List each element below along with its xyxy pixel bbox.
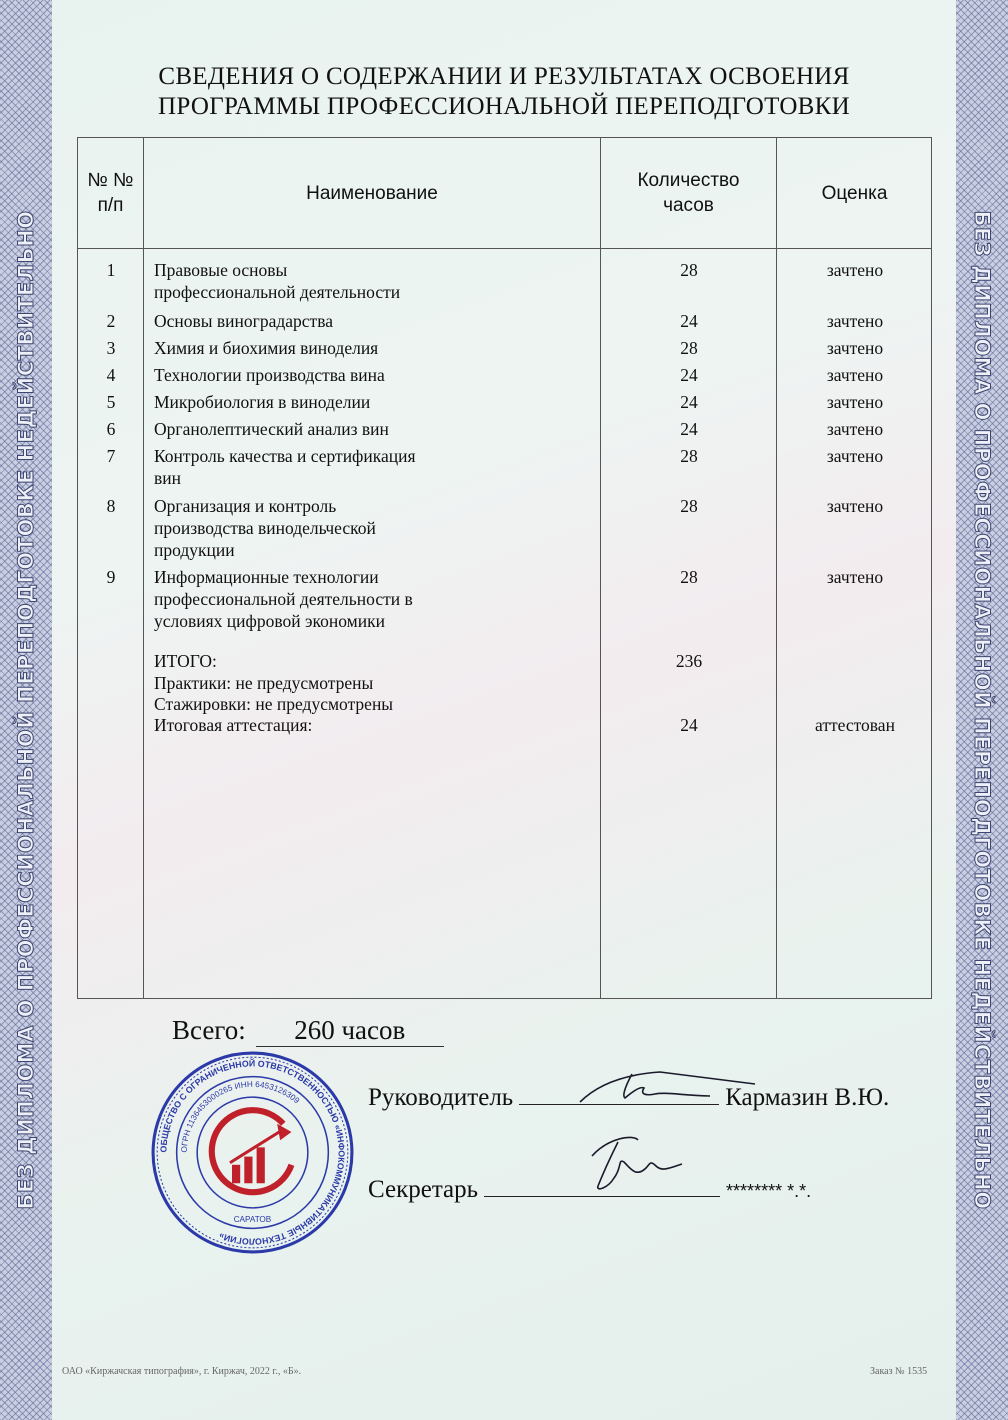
total-value: 260 часов <box>256 1015 444 1047</box>
practice-note: Практики: не предусмотрены <box>154 673 374 693</box>
header-grade: Оценка <box>821 182 888 204</box>
row-grade: зачтено <box>826 392 884 412</box>
row-grade: зачтено <box>826 496 884 516</box>
row-hours: 24 <box>680 392 698 412</box>
security-border-left <box>0 0 52 1420</box>
row-number: 2 <box>106 311 116 331</box>
discipline-line: продукции <box>154 540 235 560</box>
row-number: 4 <box>106 365 116 385</box>
border-warning-text: БЕЗ ДИПЛОМА О ПРОФЕССИОНАЛЬНОЙ ПЕРЕПОДГОТОВКЕ НЕДЕЙСТВИТЕЛЬНО <box>970 210 994 1210</box>
head-name: Кармазин В.Ю. <box>725 1084 890 1111</box>
row-discipline <box>154 337 584 359</box>
attestation-label: Итоговая аттестация: <box>154 715 313 735</box>
header-hours-line2: часов <box>663 195 714 216</box>
row-hours: 24 <box>680 365 698 385</box>
row-hours: 28 <box>680 260 698 280</box>
row-discipline <box>154 364 584 386</box>
document-title <box>0 62 1008 122</box>
total-label: Всего: <box>172 1015 246 1045</box>
header-num <box>78 138 143 248</box>
row-hours: 24 <box>680 311 698 331</box>
discipline-line: Правовые основы <box>154 260 288 280</box>
discipline-line: вин <box>154 468 181 488</box>
row-discipline <box>154 495 584 561</box>
row-hours: 24 <box>680 419 698 439</box>
svg-text:САРАТОВ: САРАТОВ <box>233 1215 272 1225</box>
total-hours: 236 <box>675 651 703 671</box>
total-label: ИТОГО: <box>154 651 217 671</box>
discipline-line: Технологии производства вина <box>154 365 385 385</box>
discipline-line: Химия и биохимия виноделия <box>154 338 379 358</box>
row-hours: 28 <box>680 338 698 358</box>
organization-seal <box>150 1050 355 1255</box>
row-discipline <box>154 259 584 303</box>
head-signature <box>570 1062 760 1112</box>
header-hours-line1: Количество <box>637 170 740 191</box>
secretary-name: ******** *.*. <box>726 1181 812 1201</box>
discipline-line: производства винодельческой <box>154 518 376 538</box>
row-number: 6 <box>106 419 116 439</box>
row-number: 9 <box>106 567 116 587</box>
header-hours <box>601 138 776 248</box>
secretary-label: Секретарь <box>368 1176 479 1203</box>
row-discipline <box>154 418 584 440</box>
discipline-line: Органолептический анализ вин <box>154 419 389 439</box>
title-line-1: СВЕДЕНИЯ О СОДЕРЖАНИИ И РЕЗУЛЬТАТАХ ОСВОЕНИЯ <box>158 63 850 90</box>
svg-text:ОБЩЕСТВО С ОГРАНИЧЕННОЙ ОТВЕТС: ОБЩЕСТВО С ОГРАНИЧЕННОЙ ОТВЕТСТВЕННОСТЬЮ «ИНФОКОММУНИКАТИВНЫЕ ТЕХНОЛОГИИ» <box>158 1058 347 1247</box>
header-num-line2: п/п <box>97 195 124 216</box>
row-grade: зачтено <box>826 311 884 331</box>
row-number: 7 <box>106 446 116 466</box>
printer-note: ОАО «Киржачская типография», г. Киржач, 2022 г., «Б». <box>62 1366 302 1377</box>
row-number: 8 <box>106 496 116 516</box>
row-hours: 28 <box>680 496 698 516</box>
discipline-line: условиях цифровой экономики <box>154 611 385 631</box>
row-grade: зачтено <box>826 338 884 358</box>
row-discipline <box>154 391 584 413</box>
row-discipline <box>154 445 584 489</box>
order-number: Заказ № 1535 <box>870 1366 928 1377</box>
head-label: Руководитель <box>368 1084 514 1111</box>
discipline-line: Организация и контроль <box>154 496 337 516</box>
svg-text:ОГРН 1136453000265 ИНН 6453126: ОГРН 1136453000265 ИНН 6453126309 <box>179 1079 302 1153</box>
discipline-line: профессиональной деятельности в <box>154 589 413 609</box>
discipline-line: профессиональной деятельности <box>154 282 401 302</box>
security-border-right <box>956 0 1008 1420</box>
row-grade: зачтено <box>826 365 884 385</box>
internship-note: Стажировки: не предусмотрены <box>154 694 394 714</box>
row-hours: 28 <box>680 446 698 466</box>
header-divider <box>78 248 931 249</box>
discipline-line: Контроль качества и сертификация <box>154 446 416 466</box>
row-grade: зачтено <box>826 446 884 466</box>
attestation-hours: 24 <box>680 715 698 735</box>
discipline-line: Информационные технологии <box>154 567 379 587</box>
row-number: 3 <box>106 338 116 358</box>
row-number: 5 <box>106 392 116 412</box>
row-grade: зачтено <box>826 260 884 280</box>
total-hours-line <box>172 1015 444 1047</box>
summary-block <box>78 650 931 740</box>
row-hours: 28 <box>680 567 698 587</box>
row-grade: зачтено <box>826 419 884 439</box>
results-table <box>77 137 932 999</box>
row-number: 1 <box>106 260 116 280</box>
row-discipline <box>154 310 584 332</box>
row-discipline <box>154 566 584 632</box>
discipline-line: Микробиология в виноделии <box>154 392 371 412</box>
discipline-line: Основы виноградарства <box>154 311 333 331</box>
secretary-signature <box>578 1128 698 1198</box>
border-warning-text: БЕЗ ДИПЛОМА О ПРОФЕССИОНАЛЬНОЙ ПЕРЕПОДГОТОВКЕ НЕДЕЙСТВИТЕЛЬНО <box>14 210 38 1210</box>
row-grade: зачтено <box>826 567 884 587</box>
header-name: Наименование <box>306 182 438 204</box>
title-line-2: ПРОГРАММЫ ПРОФЕССИОНАЛЬНОЙ ПЕРЕПОДГОТОВКИ <box>158 93 850 120</box>
header-num-line1: № № <box>87 170 134 191</box>
attestation-grade: аттестован <box>815 715 895 735</box>
